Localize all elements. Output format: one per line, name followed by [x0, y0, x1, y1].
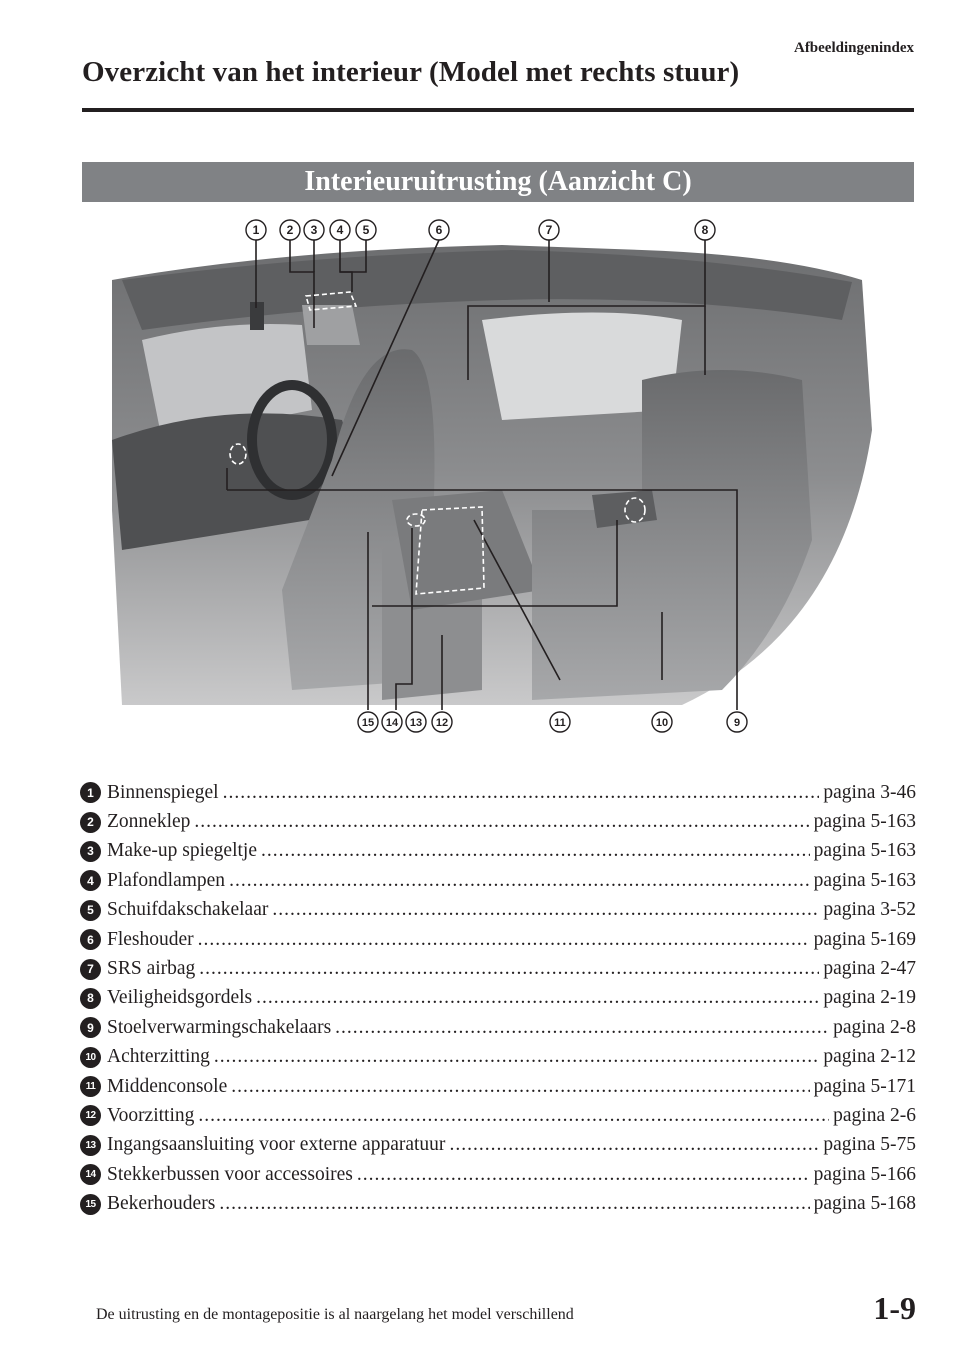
item-number: 1 — [80, 782, 101, 803]
item-number: 8 — [80, 988, 101, 1009]
legend-item — [80, 807, 916, 836]
item-label: Schuifdakschakelaar — [107, 899, 269, 921]
item-page-ref: pagina 5-75 — [823, 1134, 916, 1156]
item-label: Make-up spiegeltje — [107, 840, 257, 862]
item-label: Stekkerbussen voor accessoires — [107, 1163, 353, 1185]
footer-note: De uitrusting en de montagepositie is al naargelang het model verschillend — [96, 1306, 574, 1323]
item-number: 12 — [80, 1105, 101, 1126]
legend-item — [80, 1101, 916, 1130]
item-label: Achterzitting — [107, 1046, 210, 1068]
item-label: Plafondlampen — [107, 869, 226, 891]
callout-4-label: 4 — [336, 223, 344, 237]
item-label: Ingangsaansluiting voor externe apparatuur — [107, 1134, 446, 1156]
item-page-ref: pagina 5-171 — [813, 1075, 916, 1097]
dot-leader — [449, 1134, 819, 1156]
dot-leader — [256, 987, 819, 1009]
item-number: 6 — [80, 929, 101, 950]
callout-9-label: 9 — [733, 717, 741, 729]
item-label: Voorzitting — [107, 1104, 195, 1126]
dot-leader — [357, 1164, 810, 1186]
callout-5-label: 5 — [362, 223, 370, 237]
interior-illustration-svg — [82, 210, 914, 750]
callout-11-label: 11 — [554, 717, 566, 729]
dot-leader — [335, 1017, 829, 1039]
item-page-ref: pagina 5-163 — [813, 840, 916, 862]
interior-illustration — [82, 210, 914, 750]
page-number: 1-9 — [873, 1290, 916, 1326]
dot-leader — [198, 929, 810, 951]
callout-6-label: 6 — [435, 223, 443, 237]
item-label: Binnenspiegel — [107, 781, 219, 803]
legend-item — [80, 984, 916, 1013]
item-page-ref: pagina 5-163 — [813, 811, 916, 833]
legend-item — [80, 1160, 916, 1189]
item-label: Veiligheidsgordels — [107, 987, 253, 1009]
dot-leader — [261, 840, 810, 862]
section-banner: Interieuruitrusting (Aanzicht C) — [82, 162, 914, 202]
item-label: Stoelverwarmingschakelaars — [107, 1016, 332, 1038]
title-rule — [82, 108, 914, 112]
legend-item — [80, 1013, 916, 1042]
callout-15-label: 15 — [361, 717, 375, 729]
legend-item — [80, 837, 916, 866]
dot-leader — [229, 870, 810, 892]
callout-3-label: 3 — [310, 223, 318, 237]
callout-8-label: 8 — [701, 223, 709, 237]
item-number: 14 — [80, 1164, 101, 1185]
item-page-ref: pagina 5-163 — [813, 869, 916, 891]
item-label: Fleshouder — [107, 928, 194, 950]
item-page-ref: pagina 3-46 — [823, 781, 916, 803]
item-number: 4 — [80, 870, 101, 891]
legend-item — [80, 778, 916, 807]
section-label: Afbeeldingenindex — [793, 40, 914, 56]
callouts-bottom — [358, 712, 747, 732]
item-page-ref: pagina 2-6 — [833, 1104, 916, 1126]
callouts-top — [246, 220, 715, 240]
sun-visor — [302, 305, 360, 345]
callout-1-label: 1 — [252, 223, 260, 237]
item-number: 3 — [80, 841, 101, 862]
dot-leader — [214, 1046, 820, 1068]
item-label: Zonneklep — [107, 811, 191, 833]
item-number: 7 — [80, 959, 101, 980]
item-page-ref: pagina 3-52 — [823, 899, 916, 921]
legend-item — [80, 896, 916, 925]
item-page-ref: pagina 2-12 — [823, 1046, 916, 1068]
dot-leader — [199, 958, 819, 980]
dot-leader — [272, 899, 819, 921]
callout-13-label: 13 — [409, 717, 423, 729]
item-label: Middenconsole — [107, 1075, 228, 1097]
legend-item — [80, 1043, 916, 1072]
dot-leader — [223, 782, 820, 804]
item-page-ref: pagina 5-168 — [813, 1193, 916, 1215]
dot-leader — [231, 1076, 809, 1098]
parts-legend — [80, 778, 916, 1219]
item-number: 9 — [80, 1017, 101, 1038]
item-page-ref: pagina 5-166 — [813, 1163, 916, 1185]
dot-leader — [194, 811, 809, 833]
item-number: 15 — [80, 1194, 101, 1215]
legend-item — [80, 866, 916, 895]
legend-item — [80, 925, 916, 954]
page-title: Overzicht van het interieur (Model met rechts stuur) — [82, 56, 740, 88]
callout-7-label: 7 — [545, 223, 553, 237]
item-page-ref: pagina 2-47 — [823, 958, 916, 980]
callout-10-label: 10 — [655, 717, 669, 729]
item-number: 2 — [80, 812, 101, 833]
item-page-ref: pagina 2-19 — [823, 987, 916, 1009]
callout-12-label: 12 — [435, 717, 449, 729]
item-number: 11 — [80, 1076, 101, 1097]
legend-item — [80, 1072, 916, 1101]
legend-item — [80, 954, 916, 983]
item-label: Bekerhouders — [107, 1193, 216, 1215]
item-label: SRS airbag — [107, 958, 196, 980]
dot-leader — [219, 1193, 809, 1215]
item-page-ref: pagina 2-8 — [833, 1016, 916, 1038]
rearview-mirror — [250, 302, 264, 330]
item-number: 5 — [80, 900, 101, 921]
callout-2-label: 2 — [286, 223, 294, 237]
item-number: 13 — [80, 1135, 101, 1156]
callout-14-label: 14 — [385, 717, 399, 729]
item-number: 10 — [80, 1047, 101, 1068]
dot-leader — [198, 1105, 829, 1127]
item-page-ref: pagina 5-169 — [813, 928, 916, 950]
legend-item — [80, 1131, 916, 1160]
legend-item — [80, 1189, 916, 1218]
